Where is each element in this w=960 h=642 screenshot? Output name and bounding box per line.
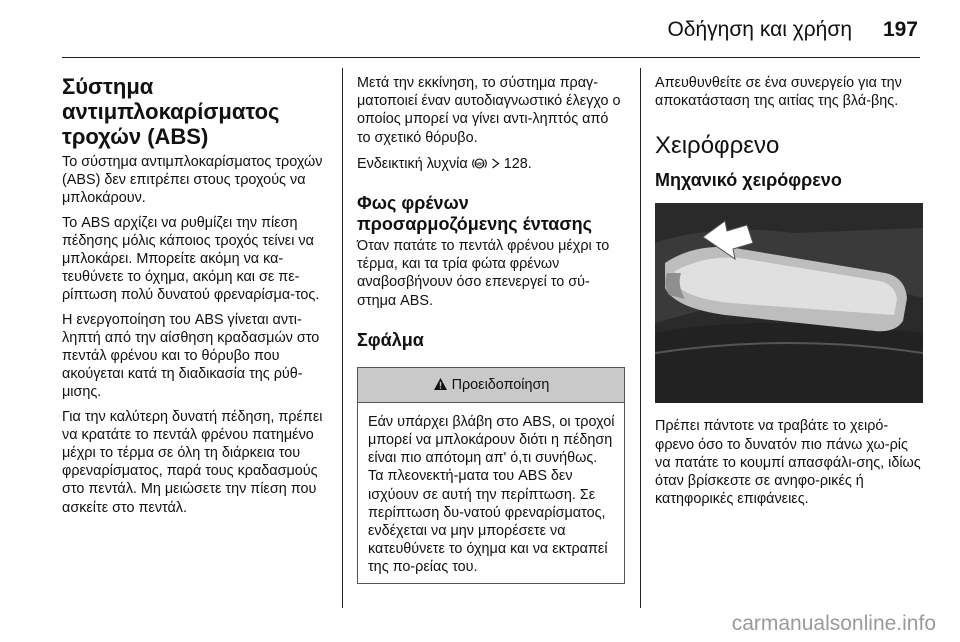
column-handbrake <box>655 74 925 514</box>
footer-watermark[interactable]: carmanualsonline.info <box>731 612 936 635</box>
mechanical-handbrake-heading: Μηχανικό χειρόφρενο <box>655 170 842 191</box>
abs-paragraph: Το σύστημα αντιμπλοκαρίσματος τροχών (ABS) δεν επιτρέπει στους τροχούς να μπλοκάρουν. <box>62 154 323 207</box>
header-title: Οδήγηση και χρήση <box>667 18 852 41</box>
warning-header <box>358 368 624 403</box>
self-test-text: Μετά την εκκίνηση, το σύστημα πραγ-ματοποιεί έναν αυτοδιαγνωστικό έλεγχο ο οποίος μπορεί να γίνει αντι-ληπτός από το σχετικό θόρυβο. <box>357 75 621 146</box>
page-number: 197 <box>882 18 918 41</box>
column-abs <box>62 74 332 523</box>
column-divider <box>342 68 343 608</box>
header-rule <box>62 57 920 58</box>
handbrake-heading: Χειρόφρενο <box>655 132 780 160</box>
page-reference-icon <box>491 156 500 174</box>
handbrake-instruction-text: Πρέπει πάντοτε να τραβάτε το χειρό-φρενο όσο το δυνατόν πιο πάνω χω-ρίς να πατάτε το κουμπί απασφάλι-σης, ιδίως όταν βρίσκεστε σε ανηφο-ρικές ή κατηφορικές επιφάνειες. <box>655 418 921 508</box>
page-header <box>0 18 960 48</box>
fault-heading: Σφάλμα <box>357 329 424 350</box>
column-divider <box>640 68 641 608</box>
indicator-label: Ενδεικτική λυχνία <box>357 155 468 172</box>
abs-heading: Σύστημα αντιμπλοκαρίσματος τροχών (ABS) <box>62 74 280 149</box>
warning-body <box>358 403 624 583</box>
abs-paragraph: Για την καλύτερη δυνατή πέδηση, πρέπει να κρατάτε το πεντάλ φρένου πατημένο μέχρι το τέρμα σε όλη τη διάρκεια του φρεναρίσματος, παρά τους κραδασμούς στο πεντάλ. Μη μειώσετε την πίεση που ασκείτε στο πεντάλ. <box>62 408 323 516</box>
adaptive-brake-light-heading: Φως φρένων προσαρμοζόμενης έντασης <box>357 193 593 235</box>
warning-title: Προειδοποίηση <box>451 376 550 393</box>
indicator-page: 128. <box>503 155 532 172</box>
column-abs-continued <box>357 74 625 584</box>
warning-text: Εάν υπάρχει βλάβη στο ABS, οι τροχοί μπορεί να μπλοκάρουν διότι η πέδηση είναι πιο απότομη απ' ό,τι συνήθως. Τα πλεονεκτή-ματα του ABS δεν ισχύουν σε αυτή την περίπτωση. Σε περίπτωση δυ-νατού φρεναρίσματος, ενδέχεται να μην μπορέσετε να κατευθύνετε το όχημα και να εκτραπεί της πο-ρείας του. <box>368 413 615 576</box>
warning-triangle-icon <box>433 370 448 404</box>
svg-text:ABS: ABS <box>474 161 484 167</box>
handbrake-illustration <box>655 203 923 403</box>
indicator-reference <box>357 155 625 175</box>
workshop-text: Απευθυνθείτε σε ένα συνεργείο για την αποκατάσταση της αιτίας της βλά-βης. <box>655 75 902 110</box>
abs-lamp-icon <box>472 157 487 175</box>
handbrake-photo <box>655 203 923 403</box>
abs-paragraph: Η ενεργοποίηση του ABS γίνεται αντι-ληπτή από την αίσθηση κραδασμών στο πεντάλ φρένου και το θόρυβο που ακούγεται κατά τη διαδικασία της ρύθ-μισης. <box>62 311 320 401</box>
abs-paragraph: Το ABS αρχίζει να ρυθμίζει την πίεση πέδησης μόλις κάποιος τροχός τείνει να μπλοκάρει. Μπορείτε ακόμη να κα-τευθύνετε το όχημα, ακόμη και σε πε-ρίπτωση πολύ δυνατού φρεναρίσμα-τος. <box>62 214 320 304</box>
warning-box <box>357 367 625 584</box>
adaptive-brake-light-text: Όταν πατάτε το πεντάλ φρένου μέχρι το τέρμα, και τα τρία φώτα φρένων αναβοσβήνουν όσο επενεργεί το σύ-στημα ABS. <box>357 238 610 309</box>
